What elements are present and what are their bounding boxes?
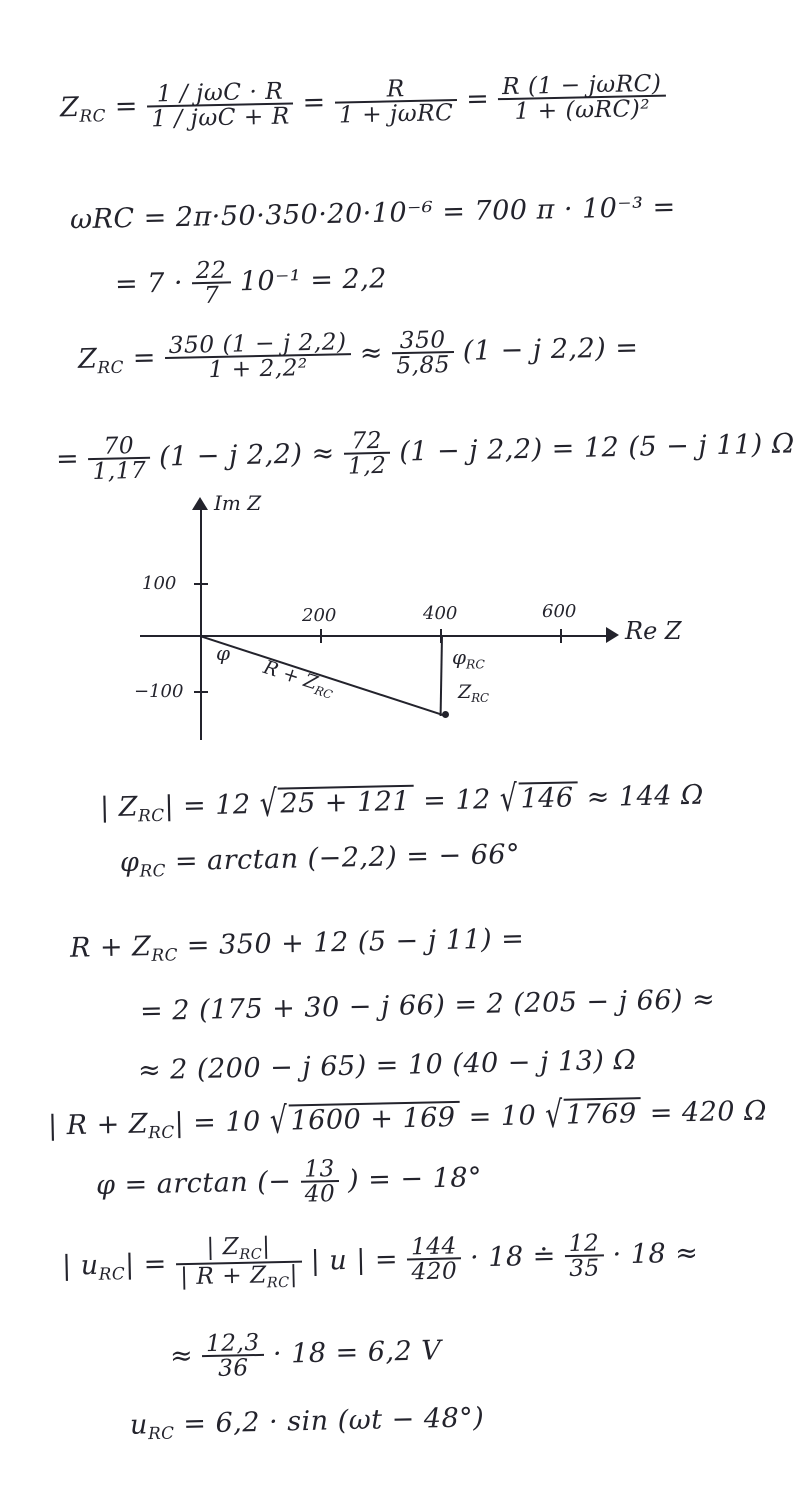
fraction-3: $\frac{\text{R (1 − jωRC)}}{\text{1 + (ωRC)²}}$	[498, 72, 666, 124]
equation-line-1	[59, 69, 667, 133]
abs-u-rc: | $u_{RC}|$ =	[61, 1248, 168, 1285]
line4-tail: (1 − j 2,2) =	[462, 332, 639, 367]
xtick-200	[320, 629, 322, 643]
fraction-350-over-1plus: $\frac{350 (1 - j 2,2)}{\text{1 + 2,2²}}$	[165, 330, 352, 382]
fraction-13-40: $\frac{13}{40}$	[300, 1157, 340, 1206]
equation-line-7	[119, 838, 521, 881]
line13-mid: | u | =	[310, 1243, 399, 1277]
equation-line-12	[96, 1154, 483, 1211]
line5-tail: (1 − j 2,2) = 12 (5 − j 11) Ω	[398, 428, 795, 468]
equals-2: =	[302, 86, 326, 119]
line6-mid: = 12	[422, 784, 492, 817]
omega-rc-value: ωRC = 2π·50·350·20·10⁻⁶ = 700 π · 10⁻³ =	[69, 191, 677, 236]
ytick-100	[194, 583, 208, 585]
z-rc-symbol-2: $Z_{RC}$	[77, 343, 125, 378]
equals-1: =	[114, 90, 139, 123]
abs-zrc: | $Z_{RC}| = 12$	[99, 789, 251, 826]
r-plus-zrc-symbol: $R + Z_{RC}$	[69, 931, 179, 965]
fraction-22-7: $\frac{22}{7}$	[192, 258, 232, 307]
sqrt-icon-2: √	[499, 778, 518, 821]
equation-line-14	[170, 1327, 442, 1381]
line9-text: = 2 (175 + 30 − j 66) = 2 (205 − j 66) ≈	[139, 983, 716, 1028]
equals-3: =	[465, 83, 490, 115]
fraction-123-36: $\frac{12,3}{36}$	[202, 1331, 265, 1381]
radicand-1: 25 + 121	[278, 785, 414, 818]
sqrt-icon-1: √	[259, 783, 278, 826]
equals-5: =	[55, 443, 80, 475]
xtick-600	[560, 629, 562, 643]
equation-line-2	[69, 191, 677, 236]
fraction-70-117: $\frac{70}{1,17}$	[88, 434, 151, 484]
equation-line-13	[61, 1225, 698, 1295]
line5-mid: (1 − j 2,2) ≈	[158, 437, 335, 473]
xtick-label-200: 200	[302, 605, 337, 626]
line11-mid: = 10	[468, 1100, 537, 1133]
imaginary-axis-arrow-icon	[192, 497, 208, 510]
approx-1: ≈	[359, 337, 384, 370]
u-rc-symbol: $u_{RC}$	[129, 1409, 175, 1444]
line3-lead: = 7 ·	[114, 267, 184, 300]
line13-tail: · 18 ≈	[612, 1237, 699, 1271]
line3-tail: 10⁻¹ = 2,2	[239, 263, 388, 298]
equation-line-3	[115, 255, 388, 309]
angle-phi-rc-label: $\varphi_{RC}$	[452, 645, 485, 672]
fraction-impedance-ratio	[175, 1234, 302, 1293]
line12-lead: φ = arctan (−	[95, 1166, 292, 1202]
equation-line-6	[100, 779, 705, 825]
equals-4: =	[132, 342, 157, 374]
real-axis	[140, 635, 610, 637]
equation-line-15	[130, 1404, 485, 1442]
line14-tail: · 18 = 6,2 V	[272, 1335, 442, 1370]
angle-phi-label: φ	[216, 641, 231, 665]
vector-label-zrc: $Z_{RC}$	[458, 681, 490, 706]
fraction-350-585: $\frac{350}{5,85}$	[392, 328, 455, 378]
ytick-minus100	[194, 691, 208, 693]
vector-label-r-plus-zrc: $R + Z_{RC}$	[260, 656, 335, 702]
ratio-denominator: | $R + Z_{RC}|$	[176, 1261, 302, 1293]
phasor-diagram	[120, 491, 720, 760]
line7-tail: = arctan (−2,2) = − 66°	[174, 838, 521, 878]
fraction-12-35: $\frac{12}{35}$	[564, 1232, 604, 1281]
line11-tail: = 420 Ω	[649, 1095, 768, 1129]
equation-line-4	[78, 324, 639, 384]
sqrt-icon-4: √	[544, 1094, 564, 1137]
equation-line-11	[48, 1094, 768, 1143]
equation-line-9	[139, 983, 716, 1028]
real-axis-label: Re Z	[625, 617, 682, 645]
line13-mid2: · 18 ≐	[469, 1240, 557, 1274]
radicand-2: 146	[518, 781, 578, 812]
line15-tail: = 6,2 · sin (ωt − 48°)	[183, 1402, 485, 1440]
xtick-label-600: 600	[542, 601, 577, 622]
approx-2: ≈	[169, 1340, 194, 1372]
line12-tail: ) = − 18°	[347, 1162, 483, 1196]
abs-r-plus-zrc: | $R + Z_{RC}| = 10$	[47, 1106, 262, 1143]
radicand-3: 1600 + 169	[288, 1101, 460, 1135]
imaginary-axis-label: Im Z	[214, 491, 262, 515]
ytick-label-100: 100	[142, 573, 177, 594]
ytick-label-minus100: −100	[134, 681, 184, 702]
phi-rc-symbol: $\varphi_{RC}$	[119, 846, 167, 881]
equation-line-8	[70, 925, 525, 965]
equation-line-5	[56, 420, 796, 484]
phasor-endpoint	[442, 711, 449, 718]
xtick-label-400: 400	[423, 603, 458, 624]
line8-tail: = 350 + 12 (5 − j 11) =	[186, 923, 525, 962]
equation-line-10	[137, 1044, 637, 1087]
imaginary-axis	[200, 505, 202, 740]
fraction-144-420: $\frac{144}{420}$	[407, 1235, 462, 1285]
ratio-numerator: | $Z_{RC}|$	[206, 1232, 271, 1263]
fraction-2: $\frac{R}{\text{1 + jωRC}}$	[334, 76, 457, 127]
line6-tail: ≈ 144 Ω	[586, 779, 705, 814]
real-axis-arrow-icon	[606, 627, 619, 643]
z-rc-symbol: $Z_{RC}$	[59, 92, 107, 126]
line10-text: ≈ 2 (200 − j 65) = 10 (40 − j 13) Ω	[137, 1044, 637, 1087]
radicand-4: 1769	[564, 1097, 641, 1129]
vector-zrc	[440, 635, 443, 716]
sqrt-icon-3: √	[269, 1100, 288, 1143]
fraction-72-12: $\frac{72}{1,2}$	[343, 429, 390, 478]
fraction-1: $\frac{\text{1 / jωC · R}}{\text{1 / jωC + R}}$	[147, 79, 294, 130]
